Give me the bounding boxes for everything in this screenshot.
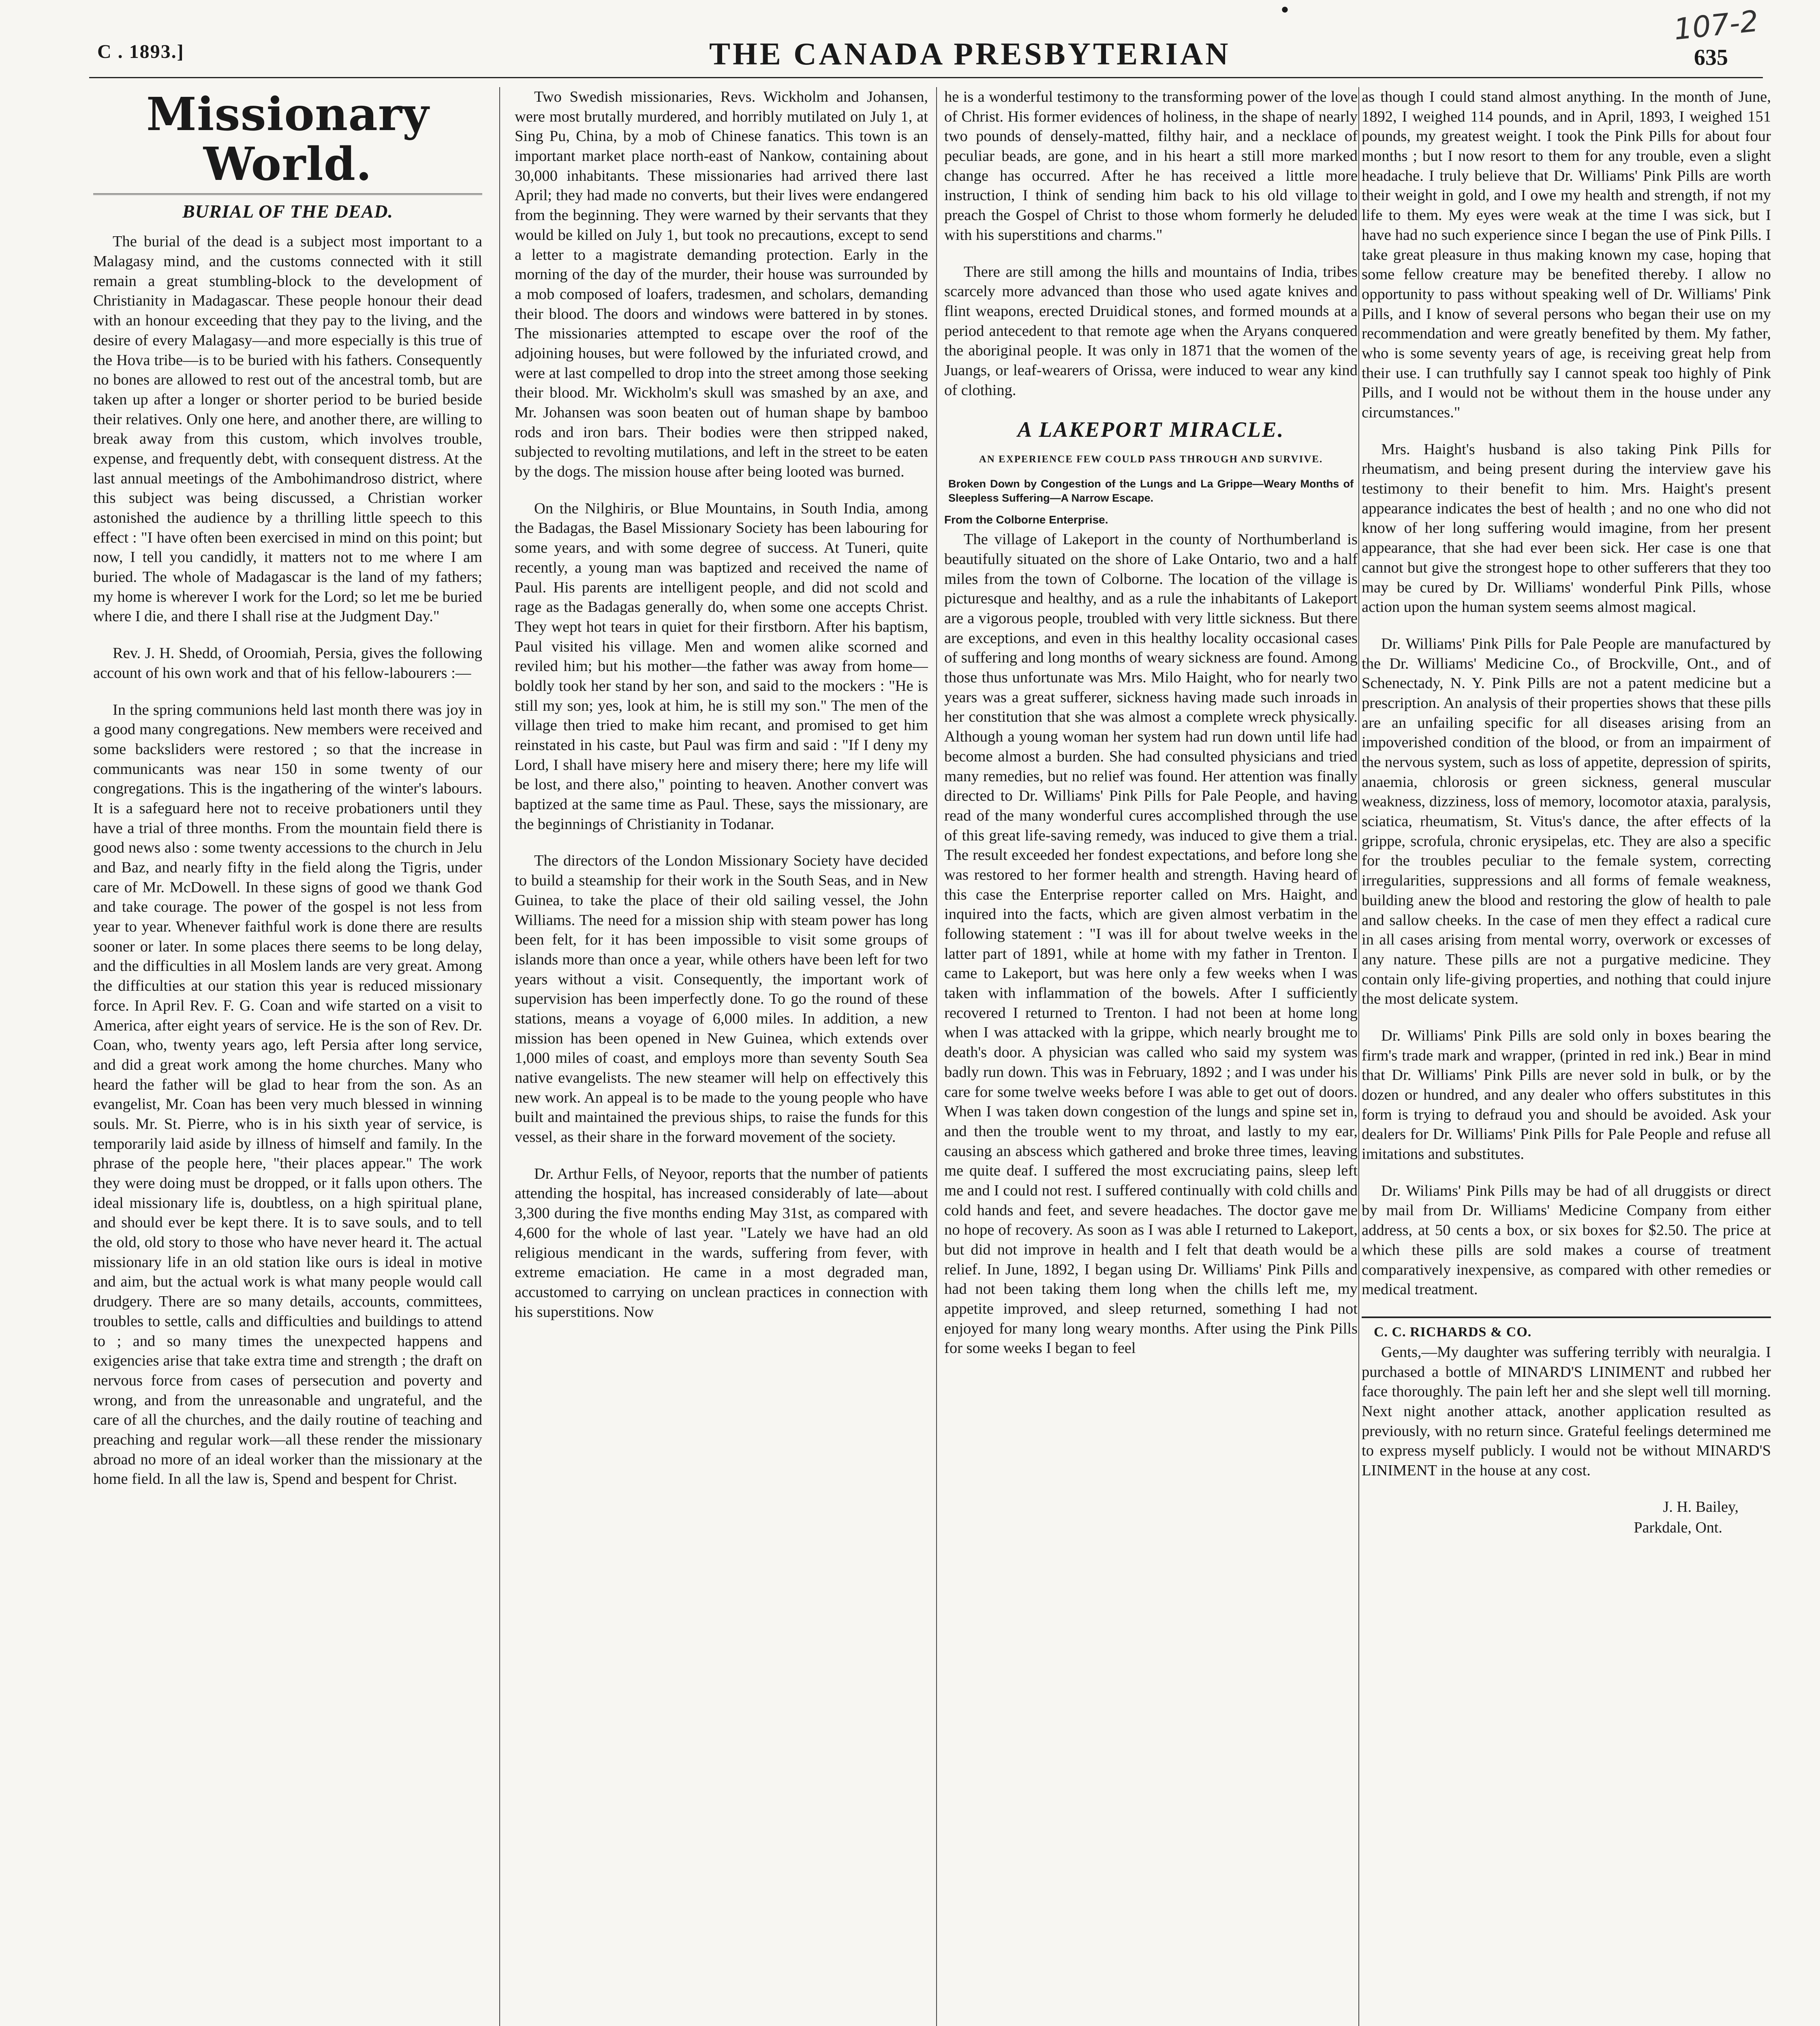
page-number: 635 [1694,45,1728,70]
article-paragraph: The village of Lakeport in the county of Northumberland is beautifully situated on the shore of Lake Ontario, two and a half miles from the town of Colborne. The location of the village is picturesque and healthy, and as a rule the inhabitants of Lakeport are a vigorous people, troubled with very little sickness. But there are exceptions, and even in this healthy locality occasional cases of suffering and long months of weary sickness are found. Among those thus unfortunate was Mrs. Milo Haight, who for nearly two years was a great sufferer, sickness having made such inroads in her constitution that she was almost a complete wreck physically. Although a young woman her system had run down until life had become almost a burden. She had consulted physicians and tried many remedies, but no relief was found. Her attention was finally directed to Dr. Williams' Pink Pills for Pale People, and having read of the many wonderful cures accomplished through the use of this great life-saving remedy, was induced to give them a trial. The result exceeded her fondest expectations, and before long she was restored to her former health and strength. Having heard of this case the Enterprise reporter called on Mrs. Haight, and inquired into the facts, which are given almost verbatim in the following statement : "I was ill for about twelve weeks in the latter part of 1891, while at home with my father in Trenton. I came to Lakeport, but was here only a few weeks when I was taken with inflammation of the bowels. After I sufficiently recovered I returned to Trenton. I had not been at home long when I was attacked with la grippe, which nearly brought me to death's door. A physician was called who said my system was badly run down. This was in February, 1892 ; and I was under his care for some twelve weeks before I was able to get out of doors. When I was taken down congestion of the lungs and spine set in, and then the trouble went to my throat, and lastly to my ear, causing an abscess which gathered and broke three times, leaving me quite deaf. I suffered the most excruciating pains, sleep left me and I could not rest. I suffered continually with cold chills and cold hands and feet, and severe headaches. The doctor gave me no hope of recovery. As soon as I was able I returned to Lakeport, but did not improve in health and I felt that death would be a relief. In June, 1892, I began using Dr. Williams' Pink Pills and had not been taking them long when the chills left me, my appetite improved, and sleep returned, something I had not enjoyed for many long weary months. After using the Pink Pills for some weeks I began to feel [944,531,1358,1357]
article-paragraph: Rev. J. H. Shedd, of Oroomiah, Persia, gives the following account of his own work and that of his fellow-labourers :— [93,645,482,682]
column-3 [944,87,1358,2026]
ink-mark: • [1281,0,1290,23]
article-paragraph: The directors of the London Missionary Society have decided to build a steamship for their work in the South Seas, and in New Guinea, to take the place of their old sailing vessel, the John Williams. The need for a mission ship with steam power has long been felt, for it has been impossible to visit some groups of islands more than once a year, while others have been left for two years without a visit. Consequently, the important work of supervision has been imperfectly done. To go the round of these stations, means a voyage of 6,000 miles. In addition, a new mission has been opened in New Guinea, which extends over 1,000 miles of coast, and employs more than seventy South Sea native evangelists. The new steamer will help on effectively this new work. An appeal is to be made to the young people who have built and maintained the previous ships, to raise the funds for this vessel, as their share in the forward movement of the society. [515,852,928,1146]
column-divider [936,87,937,2026]
column-1 [93,87,482,2026]
article-paragraph: The burial of the dead is a subject most important to a Malagasy mind, and the customs connected with it still remain a great stumbling-block to the development of Christianity in Madagascar. These people honour their dead with an honour exceeding that they pay to the living, and the desire of every Malagasy—and more especially is this true of the Hova tribe—is to be buried with his fathers. Consequently no bones are allowed to rest out of the ancestral tomb, but are taken up after a longer or shorter period to be buried beside their relatives. Only one here, and another there, are willing to break away from this custom, which involves trouble, expense, and frequently debt, with consequent distress. At the last annual meetings of the Ambohimandroso district, where this subject was being discussed, a Christian worker astonished the audience by a thrilling little speech to this effect : "I have often been exercised in mind on this point; but now, I tell you candidly, it matters not to me where I am buried. The whole of Madagascar is the land of my fathers; my home is wherever I work for the Lord; so let me be buried where I die, and there I shall rise at the Judgment Day." [93,233,482,625]
article-paragraph: Two Swedish missionaries, Revs. Wickholm and Johansen, were most brutally murdered, and horribly mutilated on July 1, at Sing Pu, China, by a mob of Chinese fanatics. This town is an important market place north-east of Nankow, containing about 30,000 inhabitants. These missionaries had arrived there last April; they had made no converts, but their lives were endangered from the beginning. They were warned by their servants that they would be killed on July 1, but took no precautions, except to send a letter to a magistrate demanding protection. Early in the morning of the day of the murder, their house was surrounded by a mob composed of loafers, tradesmen, and scholars, demanding their blood. The doors and windows were battered in by stones. The missionaries attempted to escape over the roof of the adjoining houses, but were followed by the infuriated crowd, and were at last compelled to drop into the street among those seeking their blood. Mr. Wickholm's skull was smashed by an axe, and Mr. Johansen was soon beaten out of human shape by bamboo rods and iron bars. Their bodies were then stripped naked, subjected to revolting mutilations, and left in the street to be eaten by the dogs. The mission house after being looted was burned. [515,88,928,481]
article-paragraph: Mrs. Haight's husband is also taking Pink Pills for rheumatism, and being present during the interview gave his testimony to their benefit to him. Mrs. Haight's present appearance indicates the best of health ; and no one who did not know of her long suffering would imagine, from her present appearance, that she had ever been sick. Her case is one that cannot but give the strongest hope to other sufferers that they too may be cured by Dr. Williams' wonderful Pink Pills, whose action upon the human system seems almost magical. [1362,440,1771,616]
page-header [0,0,1820,93]
header-rule [89,77,1763,78]
masthead-rule [93,193,482,195]
column-divider [1358,87,1359,2026]
advertisement-rule [1362,1316,1771,1318]
signature: J. H. Bailey, [1663,1498,1739,1515]
column-divider [499,87,500,2026]
article-paragraph: On the Nilghiris, or Blue Mountains, in South India, among the Badagas, the Basel Missionary Society has been labouring for some years, and with some degree of success. At Tuneri, quite recently, a young man was baptized and received the name of Paul. His parents are intelligent people, and did not scold and rage as the Badagas generally do, when some one accepts Christ. They wept hot tears in quiet for their firstborn. After his baptism, Paul visited his village. Men and women alike scorned and reviled him; but his mother—the father was away from home—boldly took her stand by her son, and said to the mockers : "He is still my son; yes, look at him, he is still my son." The men of the village then tried to make him recant, and promised to get him reinstated in his caste, but Paul was firm and said : "If I deny my Lord, I shall have misery here and misery there; here my life will be lost, and there also," pointing to heaven. Another convert was baptized at the same time as Paul. These, says the missionary, are the beginnings of Christianity in Todanar. [515,500,928,833]
advertisement-body: Gents,—My daughter was suffering terribly with neuralgia. I purchased a bottle of MINARD'S LINIMENT and rubbed her face thoroughly. The pain left her and she slept well till morning. Next night another attack, another application resulted as previously, with no return since. Grateful feelings determined me to express myself publicly. I would not be without MINARD'S LINIMENT in the house at any cost. [1362,1343,1771,1479]
article-source: From the Colborne Enterprise. [944,513,1108,526]
column-2 [515,87,928,2026]
signature-location: Parkdale, Ont. [1634,1519,1722,1537]
article-paragraph: Dr. Wiliams' Pink Pills may be had of all druggists or direct by mail from Dr. Williams' Medicine Company from either address, at 50 cents a box, or six boxes for $2.50. The price at which these pills are sold makes a course of treatment comparatively inexpensive, as compared with other remedies or medical treatment. [1362,1182,1771,1298]
article-subtitle: AN EXPERIENCE FEW COULD PASS THROUGH AND SURVIVE. [979,454,1323,465]
advertisement-heading: C. C. RICHARDS & CO. [1374,1324,1532,1340]
article-title: BURIAL OF THE DEAD. [182,201,393,222]
header-date: C . 1893.] [97,41,184,62]
article-paragraph: In the spring communions held last month there was joy in a good many congregations. New members were received and some backsliders were restored ; so that the increase in communicants was near 150 in some twenty of our congregations. This is the ingathering of the winter's labours. It is a safeguard here not to receive probationers until they have a trial of three months. From the mountain field there is good news also : some twenty accessions to the church in Jelu and Baz, and nearly fifty in the field along the Tigris, under care of Mr. McDowell. In these signs of good we thank God and take courage. The power of the gospel is not less from year to year. Whenever faithful work is done there are results sooner or later. In some places there seems to be long delay, and the difficulties in all Moslem lands are very great. Among the difficulties at our station this year is reduced missionary force. In April Rev. F. G. Coan and wife started on a visit to America, after eight years of service. He is the son of Rev. Dr. Coan, who, twenty years ago, left Persia after long service, and did a great work among the home churches. Many who heard the father will be glad to hear from the son. As an evangelist, Mr. Coan has been very much blessed in winning souls. Mr. St. Pierre, who is in his sixth year of service, is temporarily laid aside by illness of himself and family. In the phrase of the people here, "their places appear." The work they were doing must be dropped, or it falls upon others. The ideal missionary life is, doubtless, on a high spiritual plane, and should ever be kept there. It is to save souls, and to tell the old, old story to those who have never heard it. The actual missionary life in an old station like ours is ideal in motive and aim, but the actual work is what many people would call drudgery. There are so many details, accounts, committees, troubles to settle, calls and difficulties and buildings to attend to ; and so many times the unexpected happens and exigencies arise that take extra time and strength ; the draft on nervous force from cases of persecution and poverty and wrong, and from the unreasonable and ungrateful, and the care of all the churches, and the daily routine of teaching and preaching and regular work—all these render the missionary abroad no more of an ideal worker than the missionary at the home field. In all the law is, Spend and bespent for Christ. [93,701,482,1488]
newspaper-title: THE CANADA PRESBYTERIAN [709,36,1231,71]
article-paragraph: Dr. Arthur Fells, of Neyoor, reports that the number of patients attending the hospital, has increased considerably of late—about 3,300 during the five months ending May 31st, as compared with 4,600 for the whole of last year. "Lately we have had an old religious mendicant in the wards, suffering from fever, with extreme emaciation. He came in a most degraded man, accustomed to carrying on unclean practices in connection with his superstitions. Now [515,1165,928,1321]
article-paragraph: he is a wonderful testimony to the transforming power of the love of Christ. His former evidences of holiness, in the shape of nearly two pounds of densely-matted, filthy hair, and a necklace of peculiar beads, are gone, and in his heart a still more marked change has occurred. After he has received a little more instruction, I think of sending him back to his old village to preach the Gospel of Christ to those whom formerly he deluded with his superstitions and charms." [944,88,1358,244]
article-paragraph: Dr. Williams' Pink Pills for Pale People are manufactured by the Dr. Williams' Medicine Co., of Brockville, Ont., and of Schenectady, N. Y. Pink Pills are not a patent medicine but a prescription. An analysis of their properties shows that these pills are an unfailing specific for all diseases arising from an impoverished condition of the blood, or from an impairment of the nervous system, such as loss of appetite, depression of spirits, anaemia, chlorosis or green sickness, general muscular weakness, dizziness, loss of memory, locomotor ataxia, paralysis, sciatica, rheumatism, St. Vitus's dance, the after effects of la grippe, scrofula, chronic erysipelas, etc. They are also a specific for the troubles peculiar to the female system, correcting irregularities, suppressions and all forms of female weakness, building anew the blood and restoring the glow of health to pale and sallow cheeks. In the case of men they effect a radical cure in all cases arising from mental worry, overwork or excesses of any nature. These pills are not a purgative medicine. They contain only life-giving properties, and nothing that could injure the most delicate system. [1362,635,1771,1008]
section-masthead: Missionary World. [146,88,429,191]
column-4 [1362,87,1771,2026]
article-paragraph: There are still among the hills and mountains of India, tribes scarcely more advanced than those who used agate knives and flint weapons, erected Druidical stones, and formed mounds at a period antecedent to that remote age when the Aryans conquered the aboriginal people. It was only in 1871 that the women of the Juangs, or leaf-wearers of Orissa, were induced to wear any kind of clothing. [944,263,1358,399]
article-subheading: Broken Down by Congestion of the Lungs and La Grippe—Weary Months of Sleepless Suffering—A Narrow Escape. [948,478,1354,504]
handwritten-note: 107-2 [1672,4,1760,47]
article-title: A LAKEPORT MIRACLE. [1017,417,1285,442]
article-paragraph: as though I could stand almost anything. In the month of June, 1892, I weighed 114 pounds, and in April, 1893, I weighed 151 pounds, my greatest weight. I took the Pink Pills for about four months ; but I now resort to them for any trouble, even a slight headache. I truly believe that Dr. Williams' Pink Pills are worth their weight in gold, and I owe my health and strength, if not my life to them. My eyes were weak at the time I was sick, but I have had no such experience since I began the use of Pink Pills. I take great pleasure in thus making known my case, hoping that some fellow creature may be benefited thereby. I allow no opportunity to pass without speaking well of Dr. Williams' Pink Pills, and I know of several persons who began their use on my recommendation and were greatly benefited by them. My father, who is some seventy years of age, is receiving great help from their use. I can truthfully say I cannot speak too highly of Pink Pills, and I would not be without them in the house under any circumstances." [1362,88,1771,421]
article-paragraph: Dr. Williams' Pink Pills are sold only in boxes bearing the firm's trade mark and wrapper, (printed in red ink.) Bear in mind that Dr. Williams' Pink Pills are never sold in bulk, or by the dozen or hundred, and any dealer who offers substitutes in this form is trying to defraud you and should be avoided. Ask your dealers for Dr. Williams' Pink Pills for Pale People and refuse all imitations and substitutes. [1362,1027,1771,1163]
